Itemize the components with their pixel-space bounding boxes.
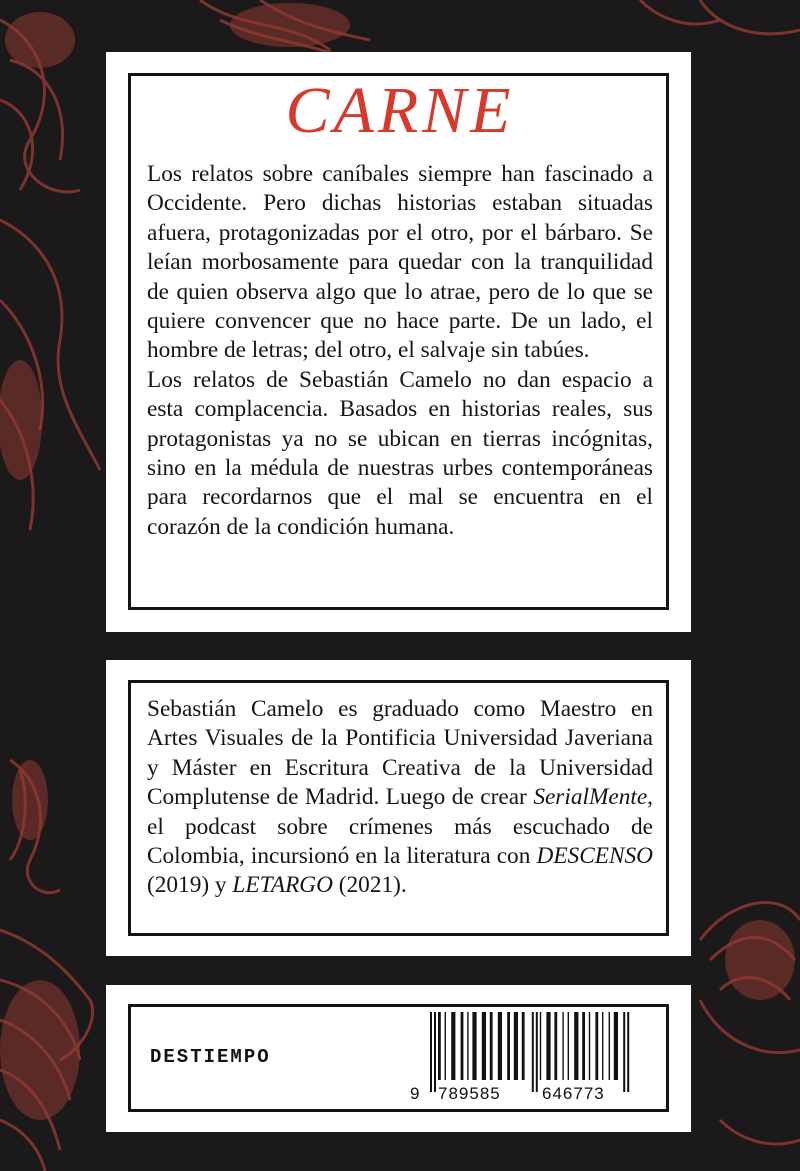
isbn-group-left: 789585 — [438, 1084, 501, 1103]
publisher-name: DESTIEMPO — [150, 1046, 271, 1068]
barcode-bar — [574, 1012, 578, 1080]
barcode-bar — [445, 1012, 446, 1080]
barcode-bar — [507, 1012, 510, 1080]
barcode-bar — [602, 1012, 603, 1080]
barcode-bar — [568, 1012, 569, 1080]
barcode-bar — [554, 1012, 557, 1080]
author-bio-paragraph — [147, 695, 653, 901]
synopsis-paragraph: Los relatos sobre caníbales siempre han fascinado a Occidente. Pero dichas historias estaban situadas afuera, protagonizadas por el otro, por el bárbaro. Se leían morbosamente para quedar con la tranquilidad de quien observa algo que lo atrae, pero de lo que se quiere convencer que no hace parte. De un lado, el hombre de letras; del otro, el salvaje sin tabúes. — [147, 161, 653, 364]
barcode-bar — [536, 1012, 538, 1092]
isbn-barcode — [408, 1010, 658, 1106]
book-title: CARNE — [285, 74, 515, 147]
book-name: DESCENSO — [536, 843, 653, 870]
barcode-bar — [614, 1012, 618, 1080]
barcode-bar — [595, 1012, 598, 1080]
barcode-bar — [438, 1012, 441, 1080]
barcode-bar — [522, 1012, 525, 1080]
barcode-bar — [467, 1012, 468, 1080]
barcode-bar — [582, 1012, 585, 1080]
bio-text: Sebastián Camelo es graduado como Maestro en Artes Visuales de la Pontificia Universidad Javeriana y Máster en Escritura Creativa de la Universidad Complutense de Madrid. Luego de crear — [147, 696, 653, 811]
podcast-name: SerialMente — [533, 784, 648, 811]
barcode-bar — [562, 1012, 563, 1080]
barcode-bar — [546, 1012, 550, 1080]
barcode-bar — [609, 1012, 610, 1080]
isbn-group-right: 646773 — [542, 1084, 605, 1103]
barcode-bar — [532, 1012, 534, 1092]
barcode-bar — [540, 1012, 541, 1080]
barcode-bar — [434, 1012, 436, 1092]
barcode-bar — [490, 1012, 493, 1080]
barcode-bar — [472, 1012, 476, 1080]
book-name: LETARGO — [232, 872, 333, 899]
barcode-bar — [623, 1012, 625, 1092]
synopsis-text — [147, 160, 653, 542]
barcode-bar — [430, 1012, 432, 1092]
bio-text: (2019) y — [147, 872, 233, 899]
barcode-bar — [482, 1012, 486, 1080]
barcode-bar — [461, 1012, 464, 1080]
barcode-bar — [589, 1012, 590, 1080]
author-bio-text — [147, 695, 653, 901]
bio-text: (2021). — [332, 872, 407, 899]
synopsis-paragraph: Los relatos de Sebastián Camelo no dan espacio a esta complacencia. Basados en historias reales, sus protagonistas ya no se ubican en tierras incógnitas, sino en la médula de nuestras urbes contemporáneas para recordarnos que el mal se encuentra en el corazón de la condición humana. — [147, 366, 653, 540]
barcode-bar — [514, 1012, 518, 1080]
barcode-bar — [627, 1012, 629, 1092]
isbn-lead-digit: 9 — [410, 1084, 421, 1103]
barcode-bar — [498, 1012, 502, 1080]
barcode-bar — [451, 1012, 455, 1080]
bio-text: , el podcast sobre crímenes más escuchado de Colombia, incursionó en la literatura con — [147, 784, 653, 870]
